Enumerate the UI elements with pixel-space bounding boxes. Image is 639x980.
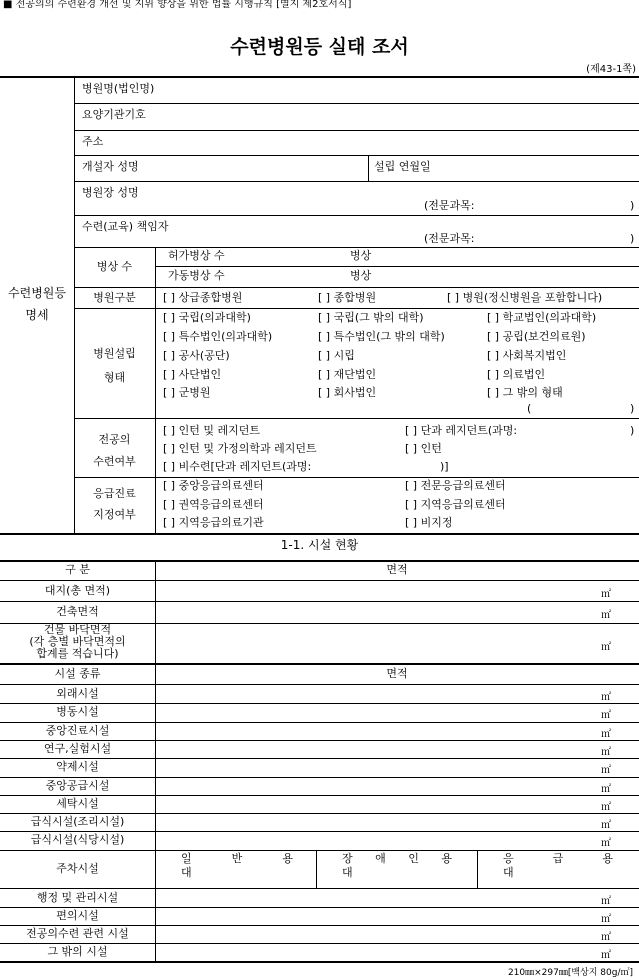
category-opt-general[interactable]: [ ] 종합병원 — [318, 291, 377, 304]
est-opt-national-other[interactable]: [ ] 국립(그 밖의 대학) — [318, 311, 424, 324]
emergency-opt-local-center[interactable]: [ ] 지역응급의료센터 — [405, 498, 506, 511]
facility-heading: 1-1. 시설 현황 — [280, 538, 359, 552]
address-label: 주소 — [82, 135, 104, 148]
est-opt-medical-corp[interactable]: [ ] 의료법인 — [487, 368, 546, 381]
category-label: 병원구분 — [93, 291, 136, 304]
licensed-beds-unit: 병상 — [350, 249, 372, 262]
page-label: (제43-1쪽) — [586, 64, 636, 75]
facility-type-row-b-3: 그 밖의 시설 — [47, 945, 108, 958]
est-opt-social-welfare[interactable]: [ ] 사회복지법인 — [487, 349, 567, 362]
est-opt-public-health[interactable]: [ ] 공립(보건의료원) — [487, 330, 586, 343]
unit-sqm: ㎡ — [601, 820, 611, 832]
training-head-specialty-close: ) — [630, 232, 635, 245]
facility-type-row-4: 약제시설 — [56, 760, 99, 774]
page-title: 수련병원등 실태 조서 — [230, 36, 409, 58]
facility-row-parking: 주차시설 — [56, 862, 99, 875]
unit-sqm: ㎡ — [601, 642, 611, 653]
facility-type-row-6: 세탁시설 — [56, 796, 99, 810]
director-specialty-label: (전문과목: — [424, 199, 475, 212]
unit-sqm: ㎡ — [601, 932, 611, 943]
facility-col-area: 면적 — [386, 563, 408, 576]
other-type-paren-open: ( — [527, 402, 532, 415]
facility-type-row-5: 중앙공급시설 — [45, 778, 110, 792]
unit-sqm: ㎡ — [601, 589, 611, 600]
training-label-2: 수련여부 — [93, 455, 136, 468]
parking-emergency: 응 급 용 대 — [503, 852, 613, 879]
unit-sqm: ㎡ — [601, 765, 611, 777]
header-note: ■ 전공의의 수련환경 개선 및 지위 향상을 위한 법률 시행규칙 [별지 제2호서식] — [3, 0, 352, 10]
category-opt-tertiary[interactable]: [ ] 상급종합병원 — [163, 291, 243, 304]
est-opt-other[interactable]: [ ] 그 밖의 형태 — [487, 386, 563, 399]
operating-beds-unit: 병상 — [350, 269, 372, 282]
director-specialty-close: ) — [630, 199, 635, 212]
emergency-opt-specialized[interactable]: [ ] 전문응급의료센터 — [405, 479, 506, 492]
est-opt-company[interactable]: [ ] 회사법인 — [318, 386, 377, 399]
est-opt-military[interactable]: [ ] 군병원 — [163, 386, 211, 399]
emergency-opt-none[interactable]: [ ] 비지정 — [405, 516, 453, 529]
unit-sqm: ㎡ — [601, 610, 611, 621]
training-specialty-close: ) — [630, 424, 635, 437]
footer-spec: 210㎜×297㎜[백상지 80g/㎡] — [507, 968, 633, 978]
beds-label: 병상 수 — [96, 260, 133, 273]
facility-type-row-b-0: 행정 및 관리시설 — [36, 891, 119, 904]
training-opt-specialty-resident[interactable]: [ ] 단과 레지던트(과명: — [405, 424, 518, 437]
facility-col-category: 구 분 — [65, 563, 90, 576]
facility-col-area-2: 면적 — [386, 667, 408, 680]
est-opt-municipal[interactable]: [ ] 시립 — [318, 349, 355, 362]
facility-row-floor-area: 건물 바닥면적 — [43, 623, 112, 636]
care-code-label: 요양기관기호 — [82, 108, 146, 121]
facility-row-land: 대지(총 면적) — [44, 584, 111, 597]
category-opt-hospital[interactable]: [ ] 병원(정신병원을 포함합니다) — [447, 291, 603, 304]
est-opt-incorporated-assoc[interactable]: [ ] 사단법인 — [163, 368, 222, 381]
training-head-label: 수련(교육) 책임자 — [82, 220, 169, 233]
facility-type-row-b-1: 편의시설 — [56, 909, 99, 922]
hospital-name-label: 병원명(법인명) — [82, 82, 155, 95]
unit-sqm: ㎡ — [601, 950, 611, 961]
facility-type-row-0: 외래시설 — [56, 687, 99, 700]
section-label-2: 명세 — [25, 308, 49, 322]
facility-col-type: 시설 종류 — [54, 667, 101, 680]
training-label: 전공의 — [98, 433, 131, 446]
facility-row-floor-area-note-2: 합계를 적습니다) — [36, 647, 119, 660]
unit-sqm: ㎡ — [601, 783, 611, 795]
unit-sqm: ㎡ — [601, 914, 611, 925]
emergency-opt-central[interactable]: [ ] 중앙응급의료센터 — [163, 479, 264, 492]
facility-type-row-3: 연구,실험시설 — [43, 741, 112, 755]
unit-sqm: ㎡ — [601, 692, 611, 703]
other-type-paren-close: ) — [630, 402, 635, 415]
director-label: 병원장 성명 — [82, 186, 139, 199]
unit-sqm: ㎡ — [601, 801, 611, 813]
facility-row-building: 건축면적 — [56, 605, 99, 618]
training-none-close: )] — [440, 460, 449, 473]
founder-label: 개설자 성명 — [82, 160, 139, 173]
parking-disabled: 장 애 인 용 대 — [342, 852, 452, 879]
facility-type-row-8: 급식시설(식당시설) — [30, 833, 125, 847]
training-opt-intern-resident[interactable]: [ ] 인턴 및 레지던트 — [163, 424, 260, 437]
unit-sqm: ㎡ — [601, 710, 611, 722]
facility-row-floor-area-note: (각 층별 바닥면적의 — [29, 635, 126, 648]
facility-type-row-1: 병동시설 — [56, 705, 99, 719]
section-label: 수련병원등 — [8, 286, 66, 300]
training-opt-none[interactable]: [ ] 비수련[단과 레지던트(과명: — [163, 460, 312, 473]
emergency-label: 응급진료 — [93, 487, 136, 500]
facility-type-row-7: 급식시설(조리시설) — [30, 815, 125, 829]
emergency-opt-regional[interactable]: [ ] 권역응급의료센터 — [163, 498, 264, 511]
est-opt-special-medical[interactable]: [ ] 특수법인(의과대학) — [163, 330, 273, 343]
licensed-beds-label: 허가병상 수 — [168, 249, 225, 262]
training-opt-intern-family[interactable]: [ ] 인턴 및 가정의학과 레지던트 — [163, 442, 317, 455]
parking-general: 일 반 용 대 — [181, 852, 293, 879]
establishment-label: 병원설립 — [93, 347, 136, 360]
facility-type-row-b-2: 전공의수련 관련 시설 — [26, 927, 129, 940]
est-opt-foundation[interactable]: [ ] 재단법인 — [318, 368, 377, 381]
unit-sqm: ㎡ — [601, 896, 611, 907]
operating-beds-label: 가동병상 수 — [168, 269, 225, 282]
est-opt-public-corp[interactable]: [ ] 공사(공단) — [163, 349, 230, 362]
est-opt-national-medical[interactable]: [ ] 국립(의과대학) — [163, 311, 251, 324]
est-opt-special-other[interactable]: [ ] 특수법인(그 밖의 대학) — [318, 330, 445, 343]
establishment-label-2: 형태 — [103, 371, 126, 384]
unit-sqm: ㎡ — [601, 746, 611, 758]
emergency-label-2: 지정여부 — [93, 508, 136, 521]
training-head-specialty-label: (전문과목: — [424, 232, 475, 245]
unit-sqm: ㎡ — [601, 728, 611, 740]
est-opt-school-medical[interactable]: [ ] 학교법인(의과대학) — [487, 311, 597, 324]
training-opt-intern[interactable]: [ ] 인턴 — [405, 442, 442, 455]
founded-date-label: 설립 연월일 — [374, 160, 431, 173]
emergency-opt-local-institution[interactable]: [ ] 지역응급의료기관 — [163, 516, 264, 529]
facility-type-row-2: 중앙진료시설 — [45, 723, 110, 737]
unit-sqm: ㎡ — [601, 838, 611, 850]
